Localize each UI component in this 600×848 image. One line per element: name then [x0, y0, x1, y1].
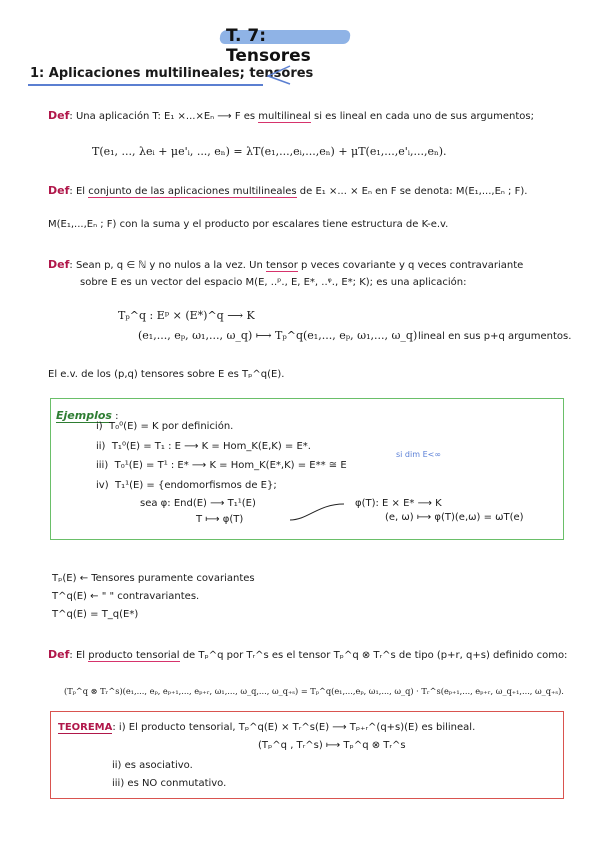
- def3-line1: Def: Sean p, q ∈ ℕ y no nulos a la vez. Un tensor p veces covariante y q veces contravariante: [48, 258, 524, 271]
- curve-arrow-icon: [288, 500, 348, 524]
- ev-statement: M(E₁,...,Eₙ ; F) con la suma y el producto por escalares tiene estructura de K-e.v.: [48, 219, 449, 230]
- def4-formula: (Tₚ^q ⊗ Tᵣ^s)(e₁,..., eₚ, eₚ₊₁,..., eₚ₊ᵣ, ω₁,..., ω_q,..., ω_q₊ₛ) = Tₚ^q(e₁,...,eₚ, ω₁,..., ω_q) · Tᵣ^s(eₚ₊₁,..., eₚ₊ᵣ, ω_q₊₁,..., ω_q₊ₛ).: [64, 686, 564, 696]
- keyword-producto-tensorial: producto tensorial: [88, 650, 180, 661]
- sea-line1: sea φ: End(E) ⟶ T₁¹(E): [140, 498, 256, 509]
- map-note: lineal en sus p+q argumentos.: [418, 331, 572, 342]
- chevron-left-icon: [262, 62, 292, 88]
- example-item: ii) T₁⁰(E) = T₁ : E ⟶ K = Hom_K(E,K) = E*.: [96, 441, 311, 452]
- section-title: 1: Aplicaciones multilineales; tensores: [30, 66, 314, 81]
- sea-line2: T ⟼ φ(T): [196, 514, 244, 525]
- theorem-iii: iii) es NO conmutativo.: [112, 778, 227, 789]
- examples-heading: Ejemplos :: [56, 409, 119, 422]
- def-label: Def: [48, 648, 70, 661]
- contravariant-line: T^q(E) ← " " contravariantes.: [52, 591, 200, 602]
- keyword-tensor: tensor: [266, 260, 298, 271]
- dual-line: T^q(E) = T_q(E*): [52, 609, 139, 620]
- def1-formula: T(e₁, ..., λeᵢ + μe'ᵢ, ..., eₙ) = λT(e₁,...,eᵢ,...,eₙ) + μT(e₁,...,e'ᵢ,...,eₙ).: [92, 145, 447, 158]
- def-label: Def: [48, 109, 70, 122]
- keyword-conjunto: conjunto de las aplicaciones multilineales: [88, 186, 297, 197]
- def3-line2: sobre E es un vector del espacio M(E, ..ᵖ., E, E*, ..ᵠ., E*; K); es una aplicación:: [80, 277, 467, 288]
- phi-line2: (e, ω) ⟼ φ(T)(e,ω) = ωT(e): [385, 512, 524, 523]
- keyword-multilineal: multilineal: [258, 111, 311, 122]
- map-line1: Tₚ^q : Eᵖ × (E*)^q ⟶ K: [118, 309, 255, 322]
- phi-line1: φ(T): E × E* ⟶ K: [355, 498, 442, 509]
- title-highlight: [220, 26, 350, 66]
- theorem-line2: (Tₚ^q , Tᵣ^s) ⟼ Tₚ^q ⊗ Tᵣ^s: [258, 740, 406, 751]
- theorem-title: TEOREMA: [58, 722, 113, 733]
- example-item: i) T₀⁰(E) = K por definición.: [96, 421, 234, 432]
- page-title: T. 7: Tensores: [226, 26, 311, 66]
- theorem-ii: ii) es asociativo.: [112, 760, 193, 771]
- examples-title: Ejemplos: [56, 409, 112, 422]
- def4-line: Def: El producto tensorial de Tₚ^q por Tᵣ^s es el tensor Tₚ^q ⊗ Tᵣ^s de tipo (p+r, q+s) definido como:: [48, 648, 568, 661]
- def-label: Def: [48, 258, 70, 271]
- example-item: iii) T₀¹(E) = T¹ : E* ⟶ K = Hom_K(E*,K) = E** ≅ E: [96, 460, 347, 471]
- dim-note: si dim E<∞: [396, 450, 441, 459]
- section-underline: [28, 84, 263, 86]
- example-item: iv) T₁¹(E) = {endomorfismos de E};: [96, 480, 277, 491]
- theorem-line1: TEOREMA: i) El producto tensorial, Tₚ^q(E) × Tᵣ^s(E) ⟶ Tₚ₊ᵣ^(q+s)(E) es bilineal.: [58, 722, 476, 733]
- ev-tensors-statement: El e.v. de los (p,q) tensores sobre E es Tₚ^q(E).: [48, 369, 285, 380]
- def-label: Def: [48, 184, 70, 197]
- def1-line: Def: Una aplicación T: E₁ ×...×Eₙ ⟶ F es multilineal si es lineal en cada uno de sus argumentos;: [48, 109, 534, 122]
- covariant-line: Tₚ(E) ← Tensores puramente covariantes: [52, 573, 255, 584]
- map-line2: (e₁,..., eₚ, ω₁,..., ω_q) ⟼ Tₚ^q(e₁,..., eₚ, ω₁,..., ω_q): [138, 329, 418, 342]
- def2-line: Def: El conjunto de las aplicaciones multilineales de E₁ ×... × Eₙ en F se denota: M(E₁,...,Eₙ ; F).: [48, 184, 528, 197]
